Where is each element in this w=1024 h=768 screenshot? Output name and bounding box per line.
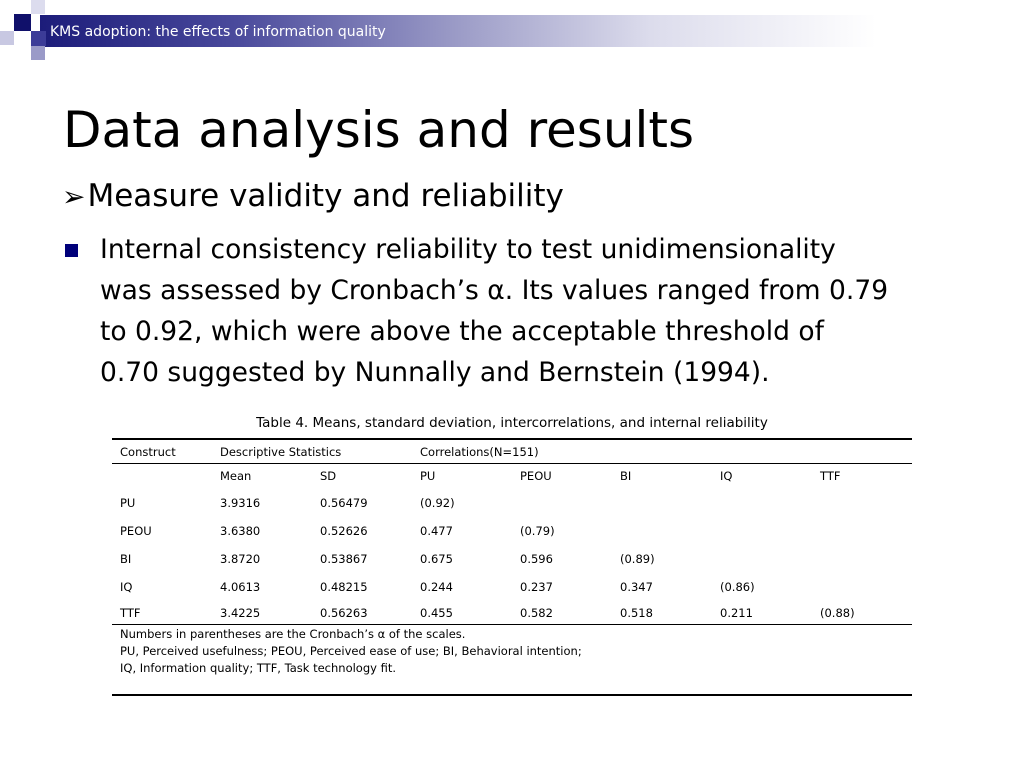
table-cell: 0.237 <box>520 580 553 594</box>
table-cell: 0.53867 <box>320 552 368 566</box>
table-cell: 0.56263 <box>320 606 368 620</box>
decor-square <box>0 31 14 45</box>
table-caption: Table 4. Means, standard deviation, intercorrelations, and internal reliability <box>256 415 768 431</box>
arrow-bullet-icon: ➢ <box>62 180 86 213</box>
decor-square <box>31 31 46 46</box>
table-rule-header <box>112 463 912 464</box>
table-cell: (0.88) <box>820 606 855 620</box>
table-note: PU, Perceived usefulness; PEOU, Perceived ease of use; BI, Behavioral intention; <box>120 644 582 658</box>
col-header: BI <box>620 469 632 483</box>
bullet-line: was assessed by Cronbach’s α. Its values ranged from 0.79 <box>100 275 889 306</box>
decor-square <box>31 46 45 60</box>
table-rule-bottom <box>112 694 912 696</box>
data-table <box>112 438 912 698</box>
table-notes <box>120 626 582 677</box>
slide-title: Data analysis and results <box>63 101 695 159</box>
table-cell: 0.48215 <box>320 580 368 594</box>
table-cell: 0.477 <box>420 524 453 538</box>
table-cell: IQ <box>120 580 133 594</box>
table-cell: BI <box>120 552 132 566</box>
col-header: Mean <box>220 469 252 483</box>
table-rule-body <box>112 624 912 625</box>
table-cell: (0.89) <box>620 552 655 566</box>
table-cell: 0.518 <box>620 606 653 620</box>
table-cell: 3.4225 <box>220 606 261 620</box>
col-header: TTF <box>820 469 841 483</box>
table-cell: 0.211 <box>720 606 753 620</box>
table-rule-top <box>112 438 912 440</box>
table-cell: 0.596 <box>520 552 553 566</box>
subtitle-text: Measure validity and reliability <box>87 178 564 214</box>
header-descriptive: Descriptive Statistics <box>220 445 342 459</box>
table-cell: (0.79) <box>520 524 555 538</box>
table-cell: PEOU <box>120 524 152 538</box>
table-cell: TTF <box>120 606 141 620</box>
col-header: IQ <box>720 469 733 483</box>
decor-square <box>31 0 45 14</box>
table-cell: 0.52626 <box>320 524 368 538</box>
table-cell: 0.675 <box>420 552 453 566</box>
table-cell: (0.86) <box>720 580 755 594</box>
bullet-line: 0.70 suggested by Nunnally and Bernstein (1994). <box>100 357 770 388</box>
square-bullet-icon <box>65 244 78 257</box>
bullet-text <box>100 229 920 393</box>
table-note: Numbers in parentheses are the Cronbach’s α of the scales. <box>120 627 466 641</box>
decor-square <box>14 14 31 31</box>
table-cell: 0.56479 <box>320 496 368 510</box>
col-header: SD <box>320 469 337 483</box>
table-cell: 3.8720 <box>220 552 261 566</box>
bullet-line: Internal consistency reliability to test unidimensionality <box>100 234 836 265</box>
subtitle <box>62 174 564 219</box>
table-cell: 0.455 <box>420 606 453 620</box>
table-cell: 0.347 <box>620 580 653 594</box>
table-cell: 0.244 <box>420 580 453 594</box>
table-cell: 0.582 <box>520 606 553 620</box>
table-cell: 3.6380 <box>220 524 261 538</box>
table-cell: 3.9316 <box>220 496 261 510</box>
header-title: KMS adoption: the effects of information quality <box>50 24 386 40</box>
table-cell: PU <box>120 496 136 510</box>
col-header: PEOU <box>520 469 552 483</box>
table-cell: 4.0613 <box>220 580 261 594</box>
table-cell: (0.92) <box>420 496 455 510</box>
header-construct: Construct <box>120 445 176 459</box>
table-note: IQ, Information quality; TTF, Task technology fit. <box>120 661 397 675</box>
col-header: PU <box>420 469 436 483</box>
bullet-line: to 0.92, which were above the acceptable threshold of <box>100 316 824 347</box>
header-correlations: Correlations(N=151) <box>420 445 539 459</box>
